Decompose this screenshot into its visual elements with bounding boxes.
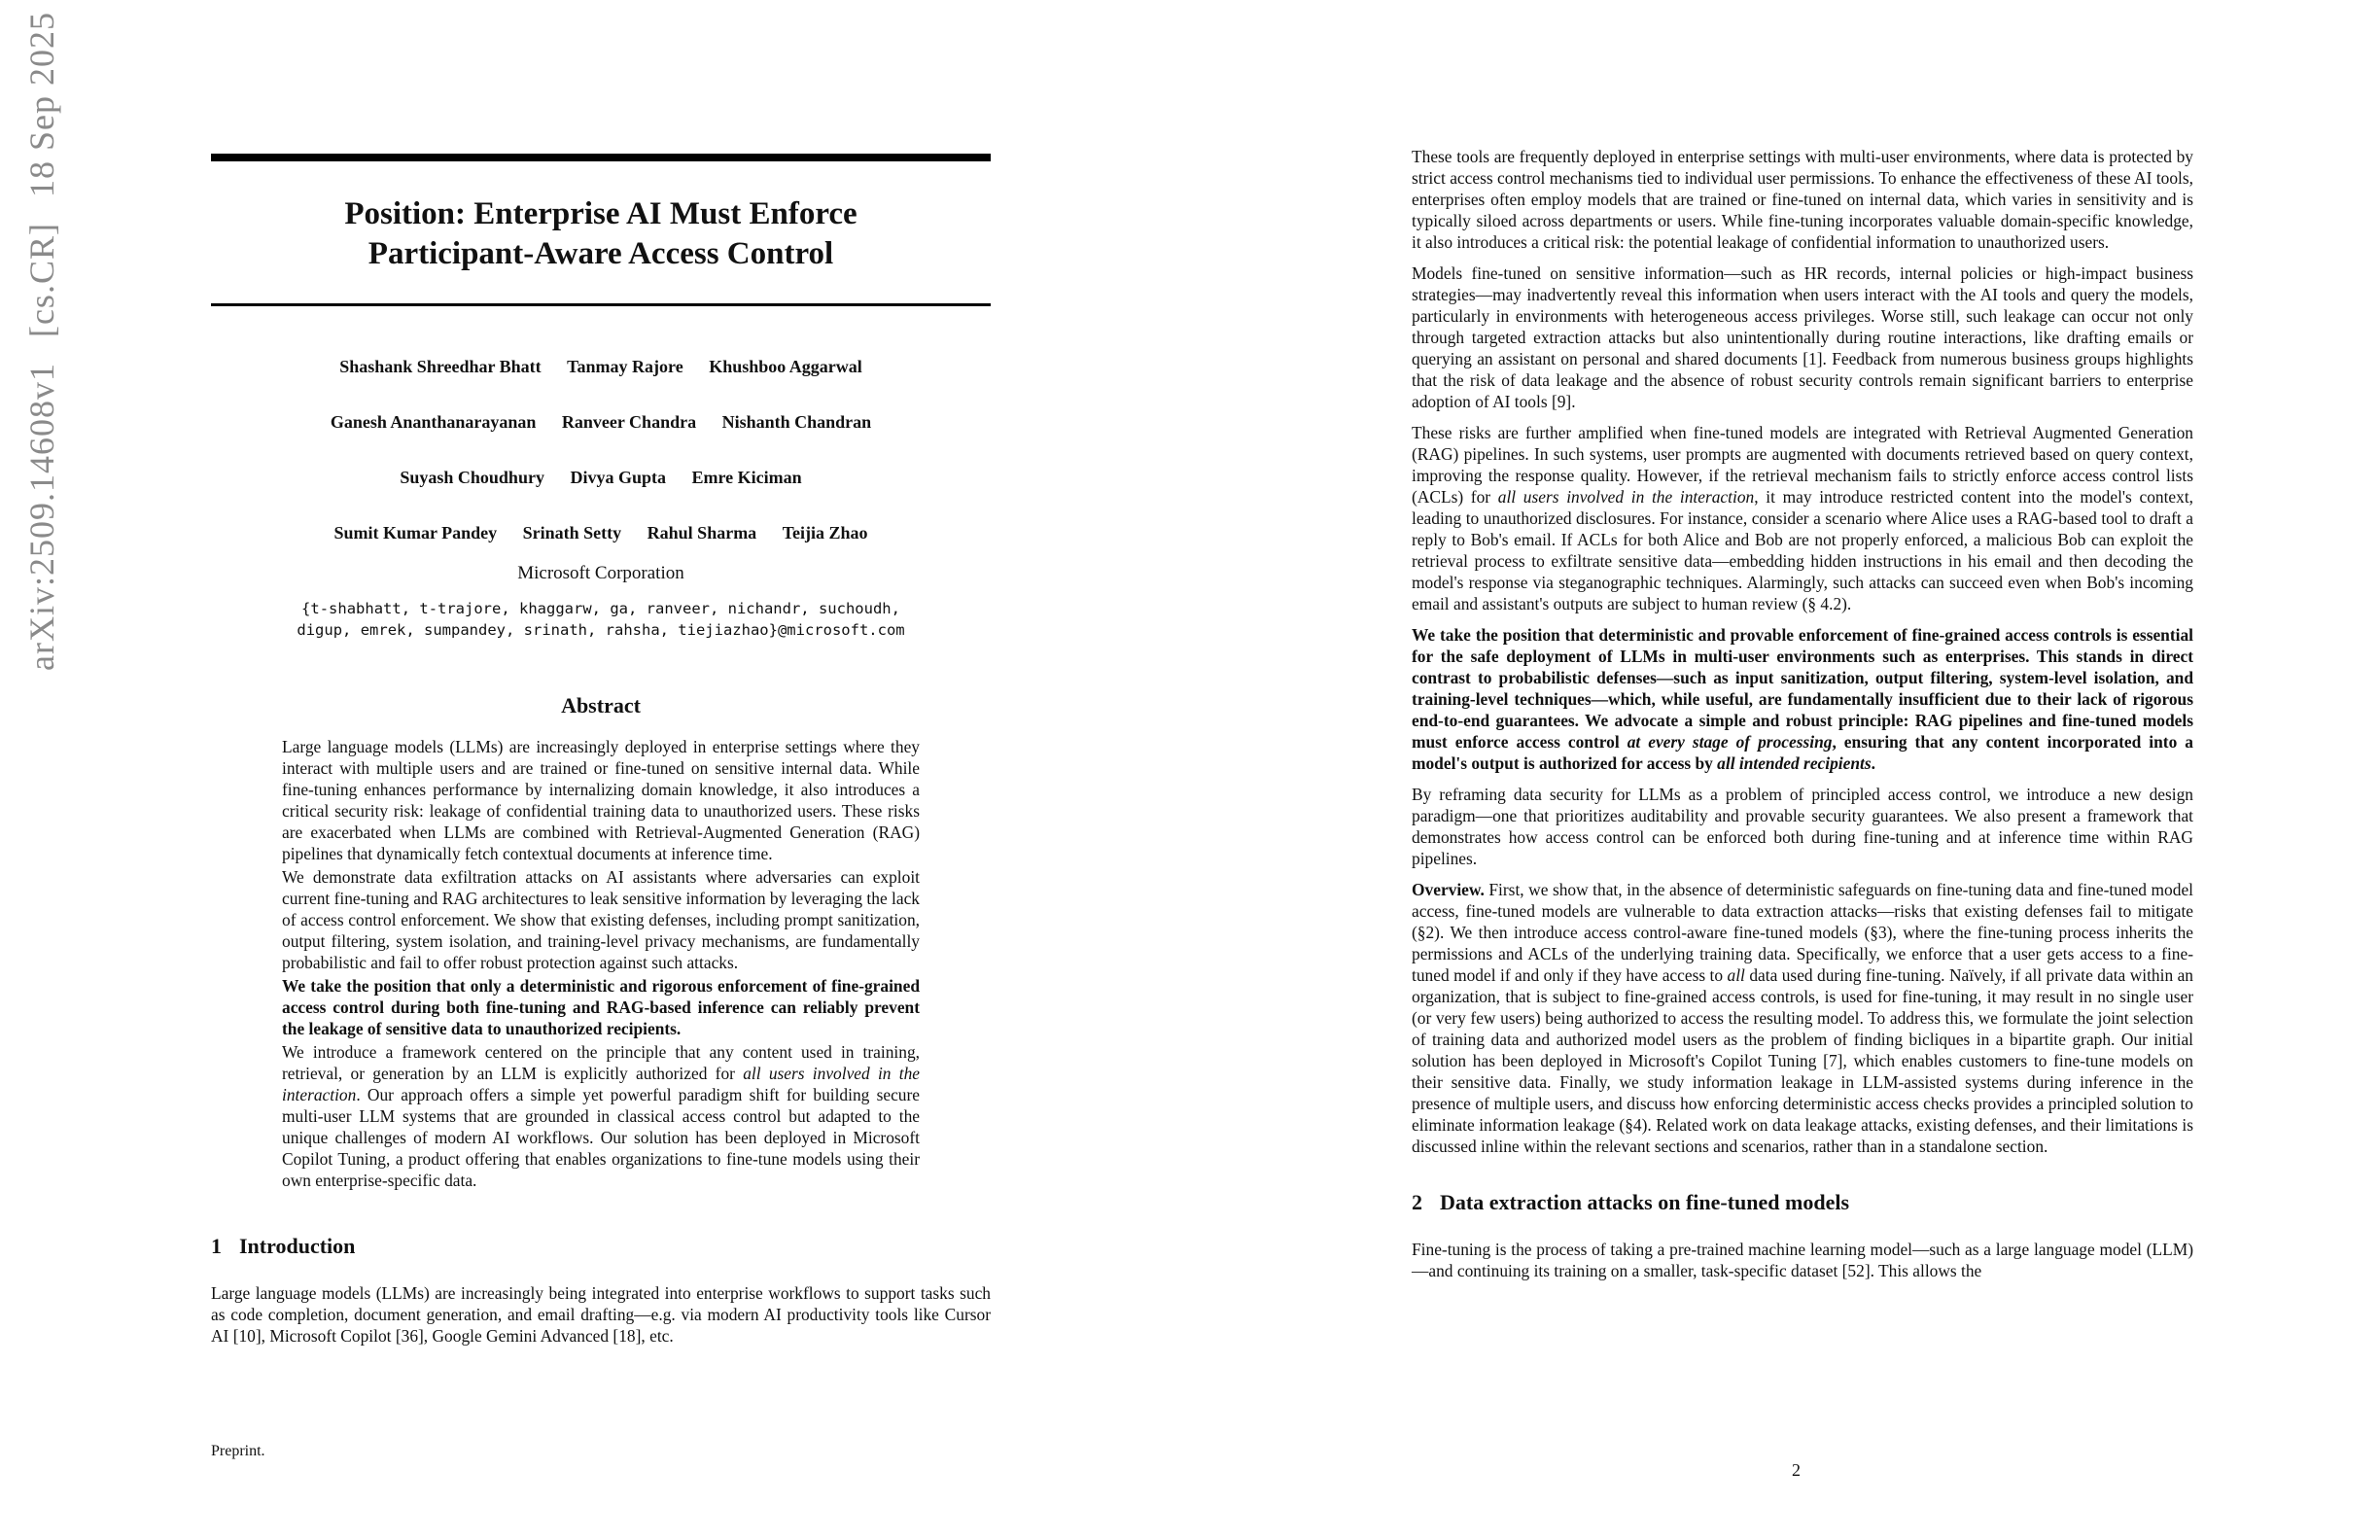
arxiv-category: [cs.CR] <box>22 223 61 338</box>
author-row <box>211 355 991 378</box>
title-top-rule <box>211 154 991 161</box>
author-name: Divya Gupta <box>570 468 666 487</box>
right-page <box>1412 146 2193 1291</box>
intro-paragraph: Large language models (LLMs) are increasingly being integrated into enterprise workflows to support tasks such as code completion, document generation, and email drafting—e.g. via modern AI productivity tools like Cursor AI [10], Microsoft Copilot [36], Google Gemini Advanced [18], etc. <box>211 1283 991 1346</box>
preprint-footer: Preprint. <box>211 1443 265 1459</box>
body-paragraph: These tools are frequently deployed in enterprise settings with multi-user environments, where data is protected by strict access control mechanisms tied to individual user permissions. To enhance the effectiveness of these AI tools, enterprises often employ models that are trained or fine-tuned on internal data, which varies in sensitivity and is typically siloed across departments or users. While fine-tuning incorporates valuable domain-specific knowledge, it also introduces a critical risk: the potential leakage of confidential information to unauthorized users. <box>1412 147 2193 252</box>
author-name: Emre Kiciman <box>691 468 802 487</box>
text-run: First, we show that, in the absence of deterministic safeguards on fine-tuning data and fine-tuned model access, fine-tuned models are vulnerable to data extraction attacks—risks that existing defenses fail to mitigate (§2). We then introduce access control-aware fine-tuned models (§3), where the fine-tuning process inherits the permissions and ACLs of the underlying training data. Specifically, we enforce that a user gets access to a fine-tuned model if and only if they have access to <box>1412 880 2193 985</box>
author-emails <box>211 598 991 641</box>
paper-title <box>211 194 991 274</box>
email-line-1: {t-shabhatt, t-trajore, khaggarw, ga, ranveer, nichandr, suchoudh, <box>301 600 900 617</box>
author-row <box>211 521 991 544</box>
abstract-paragraph: We demonstrate data exfiltration attacks on AI assistants where adversaries can exploit current fine-tuning and RAG architectures to leak sensitive information by leveraging the lack of access control enforcement. We show that existing defenses, including prompt sanitization, output filtering, system isolation, and training-level privacy mechanisms, are fundamentally probabilistic and fail to offer robust protection against such attacks. <box>282 867 920 972</box>
italic-text: all intended recipients <box>1717 753 1872 773</box>
arxiv-stamp <box>21 0 62 671</box>
section-number: 1 <box>211 1234 222 1258</box>
author-name: Ranveer Chandra <box>561 412 697 432</box>
author-name: Srinath Setty <box>522 523 622 542</box>
abstract-paragraph <box>282 1041 920 1191</box>
author-name: Teijia Zhao <box>782 523 868 542</box>
author-row <box>211 410 991 434</box>
title-bottom-rule <box>211 303 991 306</box>
text-run: . Our approach offers a simple yet powerful paradigm shift for building secure multi-user LLM systems that are grounded in classical access control but adapted to the unique challenges of modern AI workflows. Our solution has been deployed in Microsoft Copilot Tuning, a product offering that enables organizations to fine-tune models using their own enterprise-specific data. <box>282 1085 920 1190</box>
body-paragraph: Fine-tuning is the process of taking a pre-trained machine learning model—such as a large language model (LLM)—and continuing its training on a smaller, task-specific dataset [52]. This allows the <box>1412 1240 2193 1280</box>
italic-text: all <box>1727 965 1745 985</box>
title-line-1: Position: Enterprise AI Must Enforce <box>344 196 858 231</box>
section-heading-introduction <box>211 1234 991 1259</box>
email-line-2: digup, emrek, sumpandey, srinath, rahsha, tiejiazhao}@microsoft.com <box>297 621 905 639</box>
body-paragraph <box>1412 422 2193 614</box>
text-run: These risks are further amplified when fine-tuned models are integrated with Retrieval Augmented Generation (RAG) pipelines. In such systems, user prompts are augmented with documents retrieved based on query context, improving the response quality. However, if the retrieval mechanism fails to strictly enforce access control lists (ACLs) for <box>1412 423 2193 507</box>
section-heading-data-extraction <box>1412 1190 2193 1215</box>
author-name: Rahul Sharma <box>647 523 757 542</box>
overview-paragraph <box>1412 879 2193 1157</box>
left-page <box>211 154 991 1356</box>
italic-text: at every stage of processing <box>1627 732 1833 752</box>
author-name: Suyash Choudhury <box>400 468 544 487</box>
text-run: data used during fine-tuning. Naïvely, if all private data within an organization, that is subject to fine-grained access controls, is used for fine-tuning, it may result in no single user (or very few users) being authorized to access the resulting model. To address this, we formulate the joint selection of training data and authorized model users as the problem of finding bicliques in a bipartite graph. Our initial solution has been deployed in Microsoft's Copilot Tuning [7], which enables customers to fine-tune models on their sensitive data. Finally, we study information leakage in LLM-assisted systems during inference in the presence of multiple users, and discuss how enforcing deterministic access checks provides a principled solution to eliminate information leakage (§4). Related work on data leakage attacks, existing defenses, and their limitations is discussed inline within the relevant sections and scenarios, rather than in a standalone section. <box>1412 965 2193 1156</box>
text-run: We introduce a framework centered on the principle that any content used in training, retrieval, or generation by an LLM is explicitly authorized for <box>282 1042 920 1083</box>
arxiv-date: 18 Sep 2025 <box>22 12 61 198</box>
abstract-heading: Abstract <box>561 693 641 718</box>
page-number: 2 <box>1792 1460 1801 1480</box>
italic-text: all users involved in the interaction <box>1497 487 1755 507</box>
author-name: Sumit Kumar Pandey <box>333 523 498 542</box>
text-run: , ensuring that any content incorporated into a model's output is authorized for access by <box>1412 732 2193 773</box>
author-name: Shashank Shreedhar Bhatt <box>339 357 542 376</box>
section-number: 2 <box>1412 1190 1422 1214</box>
author-row <box>211 466 991 489</box>
author-name: Khushboo Aggarwal <box>709 357 862 376</box>
author-block <box>211 355 991 641</box>
author-name: Tanmay Rajore <box>567 357 683 376</box>
affiliation: Microsoft Corporation <box>517 563 684 583</box>
section-title: Data extraction attacks on fine-tuned models <box>1440 1190 1850 1214</box>
italic-text: all users involved in the interaction <box>282 1064 920 1104</box>
text-run: , it may introduce restricted content into the model's context, leading to unauthorized disclosures. For instance, consider a scenario where Alice uses a RAG-based tool to draft a reply to Bob's email. If ACLs for both Alice and Bob are not properly enforced, a malicious Bob can exploit the retrieval process to exfiltrate sensitive data—embedding hidden instructions in his email and then decoding the model's response via steganographic techniques. Alarmingly, such attacks can succeed even when Bob's incoming email and assistant's outputs are subject to human review (§ 4.2). <box>1412 487 2194 613</box>
author-name: Nishanth Chandran <box>721 412 872 432</box>
paragraph-lead: Overview. <box>1412 880 1485 899</box>
arxiv-id: arXiv:2509.14608v1 <box>22 363 61 671</box>
abstract-position-statement: We take the position that only a deterministic and rigorous enforcement of fine-grained access control during both fine-tuning and RAG-based inference can reliably prevent the leakage of sensitive data to unauthorized recipients. <box>282 976 920 1038</box>
author-name: Ganesh Ananthanarayanan <box>330 412 537 432</box>
title-line-2: Participant-Aware Access Control <box>368 236 834 271</box>
section-title: Introduction <box>239 1234 356 1258</box>
body-paragraph: By reframing data security for LLMs as a problem of principled access control, we introduce a new design paradigm—one that prioritizes auditability and provable security guarantees. We also present a framework that demonstrates how access control can be enforced both during fine-tuning and at inference time within RAG pipelines. <box>1412 785 2193 868</box>
text-run: . <box>1871 753 1875 773</box>
abstract <box>282 736 920 1191</box>
position-statement <box>1412 624 2193 774</box>
abstract-paragraph: Large language models (LLMs) are increasingly deployed in enterprise settings where they interact with multiple users and are trained or fine-tuned on sensitive internal data. While fine-tuning enhances performance by internalizing domain knowledge, it also introduces a critical security risk: leakage of confidential training data to unauthorized users. These risks are exacerbated when LLMs are combined with Retrieval-Augmented Generation (RAG) pipelines that dynamically fetch contextual documents at inference time. <box>282 737 920 863</box>
body-paragraph: Models fine-tuned on sensitive information—such as HR records, internal policies or high-impact business strategies—may inadvertently reveal this information when users interact with the AI tools and query the models, particularly in environments with heterogeneous access privileges. Worse still, such leakage can occur not only through targeted extraction attacks but also unintentionally during routine interactions, like drafting emails or querying an assistant on personal and shared documents [1]. Feedback from numerous business groups highlights that the risk of data leakage and the absence of robust security controls remain significant barriers to enterprise adoption of AI tools [9]. <box>1412 263 2193 411</box>
text-run: We take the position that deterministic and provable enforcement of fine-grained access controls is essential for the safe deployment of LLMs in multi-user environments such as enterprises. This stands in direct contrast to probabilistic defenses—such as input sanitization, output filtering, system-level isolation, and training-level techniques—which, while useful, are fundamentally insufficient due to their lack of rigorous end-to-end guarantees. We advocate a simple and robust principle: RAG pipelines and fine-tuned models must enforce access control <box>1412 625 2193 752</box>
